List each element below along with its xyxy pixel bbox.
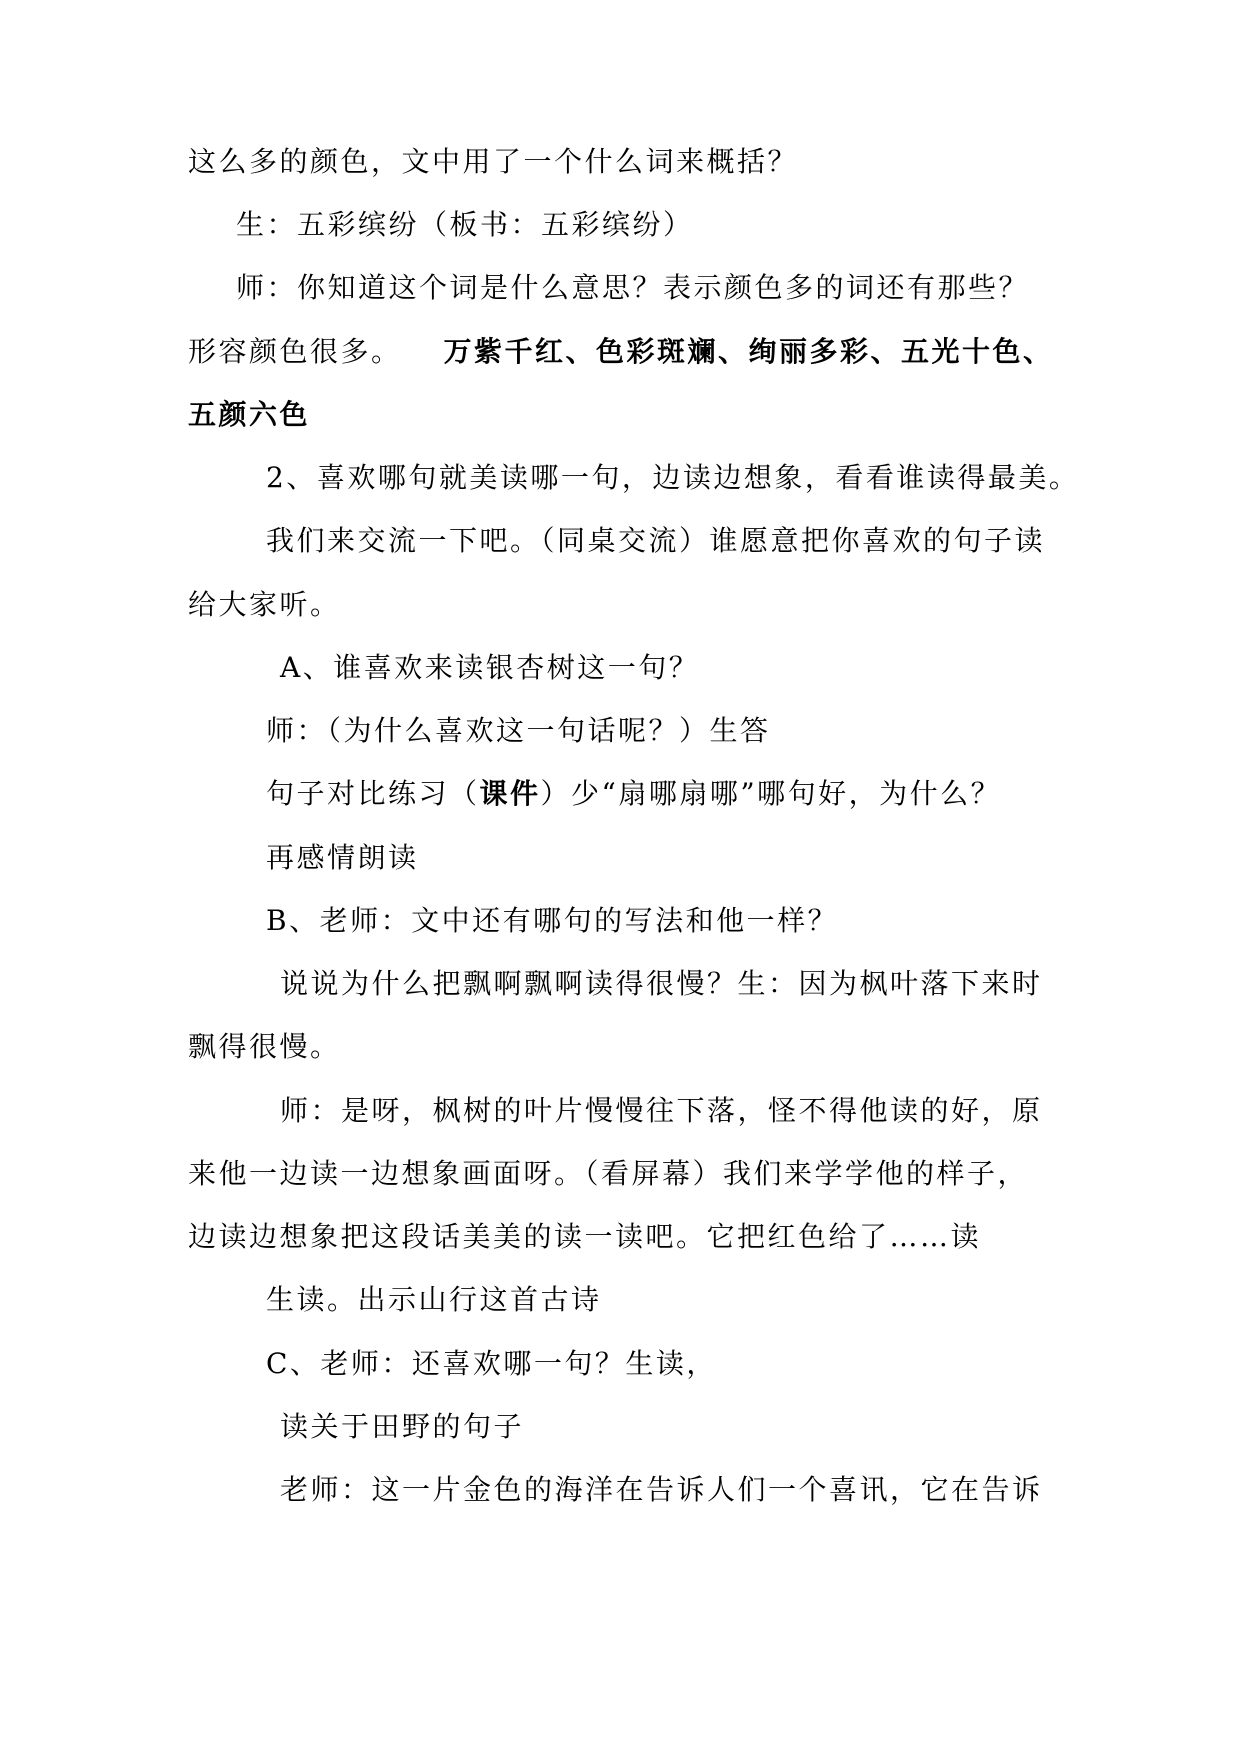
text-span: 句子对比练习（ xyxy=(266,777,480,810)
text-span: ）少“扇哪扇哪”哪句好，为什么？ xyxy=(540,777,1002,810)
text-line: C、老师：还喜欢哪一句？生读， xyxy=(266,1347,717,1380)
text-line: 飘得很慢。 xyxy=(188,1030,341,1063)
text-line: 说说为什么把飘啊飘啊读得很慢？生：因为枫叶落下来时 xyxy=(280,967,1043,1000)
bold-text-line: 五颜六色 xyxy=(188,398,311,431)
text-line: 生读。出示山行这首古诗 xyxy=(266,1283,602,1316)
text-line: 来他一边读一边想象画面呀。（看屏幕）我们来学学他的样子， xyxy=(188,1157,1029,1190)
text-line: 边读边想象把这段话美美的读一读吧。它把红色给了……读 xyxy=(188,1220,982,1253)
text-line xyxy=(266,774,1001,814)
text-span: 形容颜色很多。 xyxy=(188,335,402,368)
text-line: 我们来交流一下吧。（同桌交流）谁愿意把你喜欢的句子读 xyxy=(266,524,1046,557)
text-line: 这么多的颜色，文中用了一个什么词来概括？ xyxy=(188,145,799,178)
text-line: 给大家听。 xyxy=(188,588,341,621)
text-line: 老师：这一片金色的海洋在告诉人们一个喜讯，它在告诉 xyxy=(280,1473,1043,1506)
text-line: B、老师：文中还有哪句的写法和他一样？ xyxy=(266,904,839,937)
text-line: 再感情朗读 xyxy=(266,841,419,874)
bold-text-span: 课件 xyxy=(479,777,541,810)
text-line: 师：（为什么喜欢这一句话呢？）生答 xyxy=(266,714,771,747)
text-line: A、谁喜欢来读银杏树这一句？ xyxy=(280,651,700,684)
bold-text-span: 万紫千红、色彩斑斓、绚丽多彩、五光十色、 xyxy=(443,335,1054,368)
text-line: 师：你知道这个词是什么意思？表示颜色多的词还有那些？ xyxy=(236,271,1030,304)
text-line: 生：五彩缤纷（板书：五彩缤纷） xyxy=(236,208,694,241)
text-line: 师：是呀，枫树的叶片慢慢往下落，怪不得他读的好，原 xyxy=(280,1094,1043,1127)
text-line xyxy=(188,332,1054,372)
text-line: 2、喜欢哪句就美读哪一句，边读边想象，看看谁读得最美。 xyxy=(266,461,1080,494)
text-line: 读关于田野的句子 xyxy=(280,1410,525,1443)
